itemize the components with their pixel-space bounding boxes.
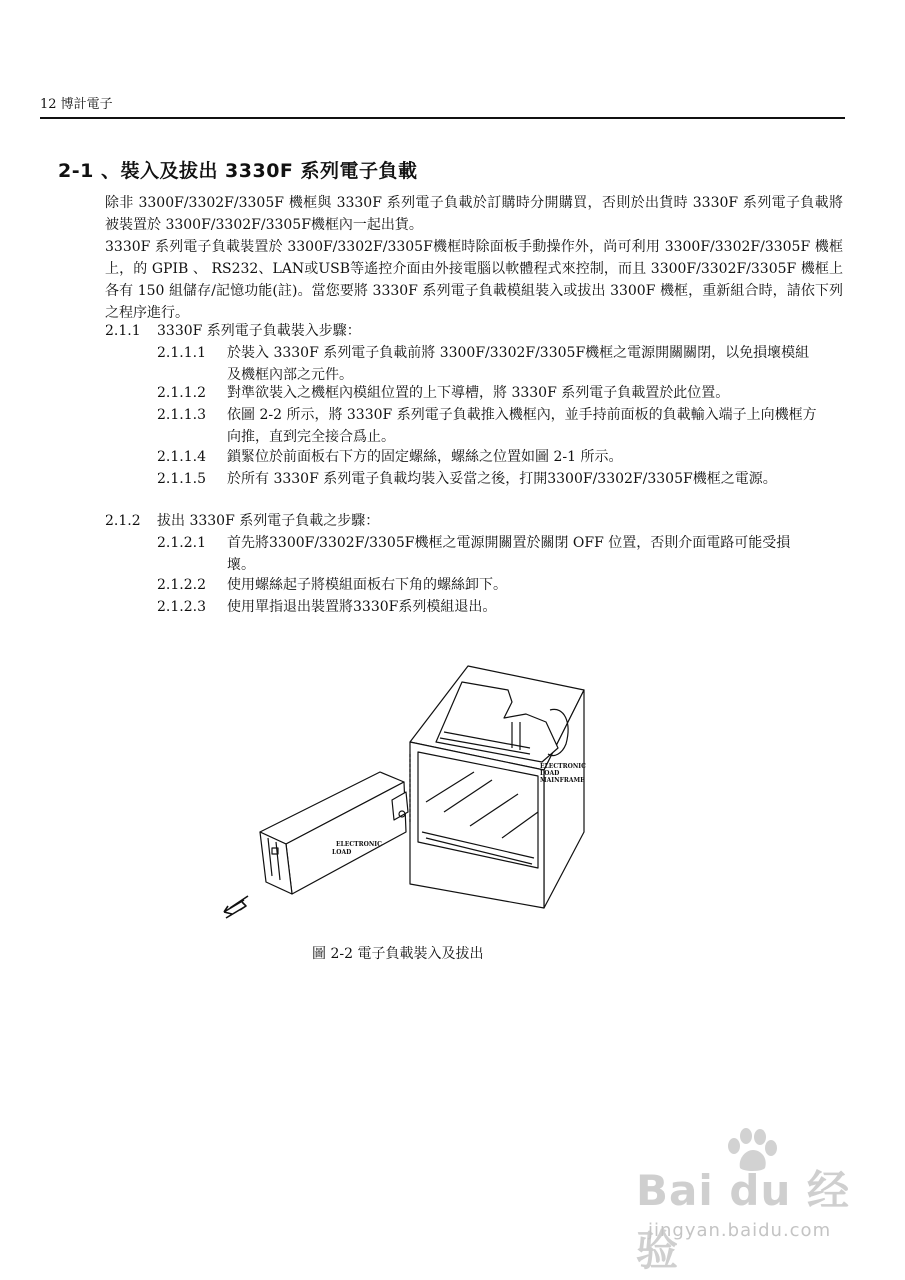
step-num: 2.1.1.4 bbox=[157, 449, 206, 465]
header-text: 12 博計電子 bbox=[40, 97, 113, 112]
step-num: 2.1.1.5 bbox=[157, 471, 206, 487]
section-title: 2-1 、裝入及拔出 3330F 系列電子負載 bbox=[58, 160, 418, 182]
watermark-url: jingyan.baidu.com bbox=[648, 1220, 832, 1241]
watermark-brand: Bai du 经验 bbox=[636, 1166, 850, 1275]
remove-heading-num: 2.1.2 bbox=[105, 513, 141, 529]
load-insertion-diagram bbox=[212, 662, 612, 922]
step-num: 2.1.1.3 bbox=[157, 407, 206, 423]
double-arrow-icon bbox=[224, 896, 248, 918]
load-label-line1: ELECTRONIC bbox=[336, 841, 382, 848]
step-text: 於所有 3330F 系列電子負載均裝入妥當之後，打開3300F/3302F/3305F機框之電源。 bbox=[227, 471, 777, 487]
step-num: 2.1.2.2 bbox=[157, 577, 206, 593]
step-num: 2.1.2.1 bbox=[157, 535, 206, 551]
mainframe-label-line3: MAINFRAME bbox=[540, 777, 585, 784]
step-text: 對準欲裝入之機框內模組位置的上下導槽，將 3330F 系列電子負載置於此位置。 bbox=[227, 385, 730, 401]
install-heading-title: 3330F 系列電子負載裝入步驟： bbox=[157, 323, 361, 339]
baidu-watermark bbox=[636, 1128, 866, 1275]
step-text: 鎖緊位於前面板右下方的固定螺絲，螺絲之位置如圖 2-1 所示。 bbox=[227, 449, 623, 465]
step-text: 依圖 2-2 所示，將 3330F 系列電子負載推入機框內，並手持前面板的負載輸入端子上向機框方向推，直到完全接合爲止。 bbox=[227, 407, 817, 445]
step-num: 2.1.1.1 bbox=[157, 345, 206, 361]
intro-paragraph-1: 除非 3300F/3302F/3305F 機框與 3330F 系列電子負載於訂購時分開購買，否則於出貨時 3330F 系列電子負載將被裝置於 3300F/3302F/3305F機框內一起出貨。 bbox=[105, 195, 843, 233]
remove-heading-title: 拔出 3330F 系列電子負載之步驟： bbox=[157, 513, 380, 529]
step-text: 於裝入 3330F 系列電子負載前將 3300F/3302F/3305F機框之電源開關關閉，以免損壞模組及機框內部之元件。 bbox=[227, 345, 810, 383]
step-num: 2.1.1.2 bbox=[157, 385, 206, 401]
intro-paragraph-2: 3330F 系列電子負載裝置於 3300F/3302F/3305F機框時除面板手動操作外，尚可利用 3300F/3302F/3305F 機框上，的 GPIB 、 RS232、LAN或USB等遙控介面由外接電腦以軟體程式來控制，而且 3300F/3302F/3305F 機框上各有 150 組儲存/記憶功能(註)。當您要將 3330F 系列電子負載模組裝入或拔出 3300F 機框，重新組合時，請依下列之程序進行。 bbox=[105, 239, 843, 321]
page-header bbox=[40, 96, 845, 119]
install-heading-num: 2.1.1 bbox=[105, 323, 141, 339]
step-text: 首先將3300F/3302F/3305F機框之電源開關置於關閉 OFF 位置，否則介面電路可能受損壞。 bbox=[227, 535, 791, 573]
step-text: 使用單指退出裝置將3330F系列模組退出。 bbox=[227, 599, 497, 615]
mainframe-label-line1: ELECTRONIC bbox=[540, 763, 586, 770]
load-label-line2: LOAD bbox=[332, 849, 352, 856]
mainframe-label-line2: LOAD bbox=[540, 770, 560, 777]
step-num: 2.1.2.3 bbox=[157, 599, 206, 615]
figure-caption: 圖 2-2 電子負載裝入及拔出 bbox=[312, 946, 484, 962]
step-text: 使用螺絲起子將模組面板右下角的螺絲卸下。 bbox=[227, 577, 507, 593]
